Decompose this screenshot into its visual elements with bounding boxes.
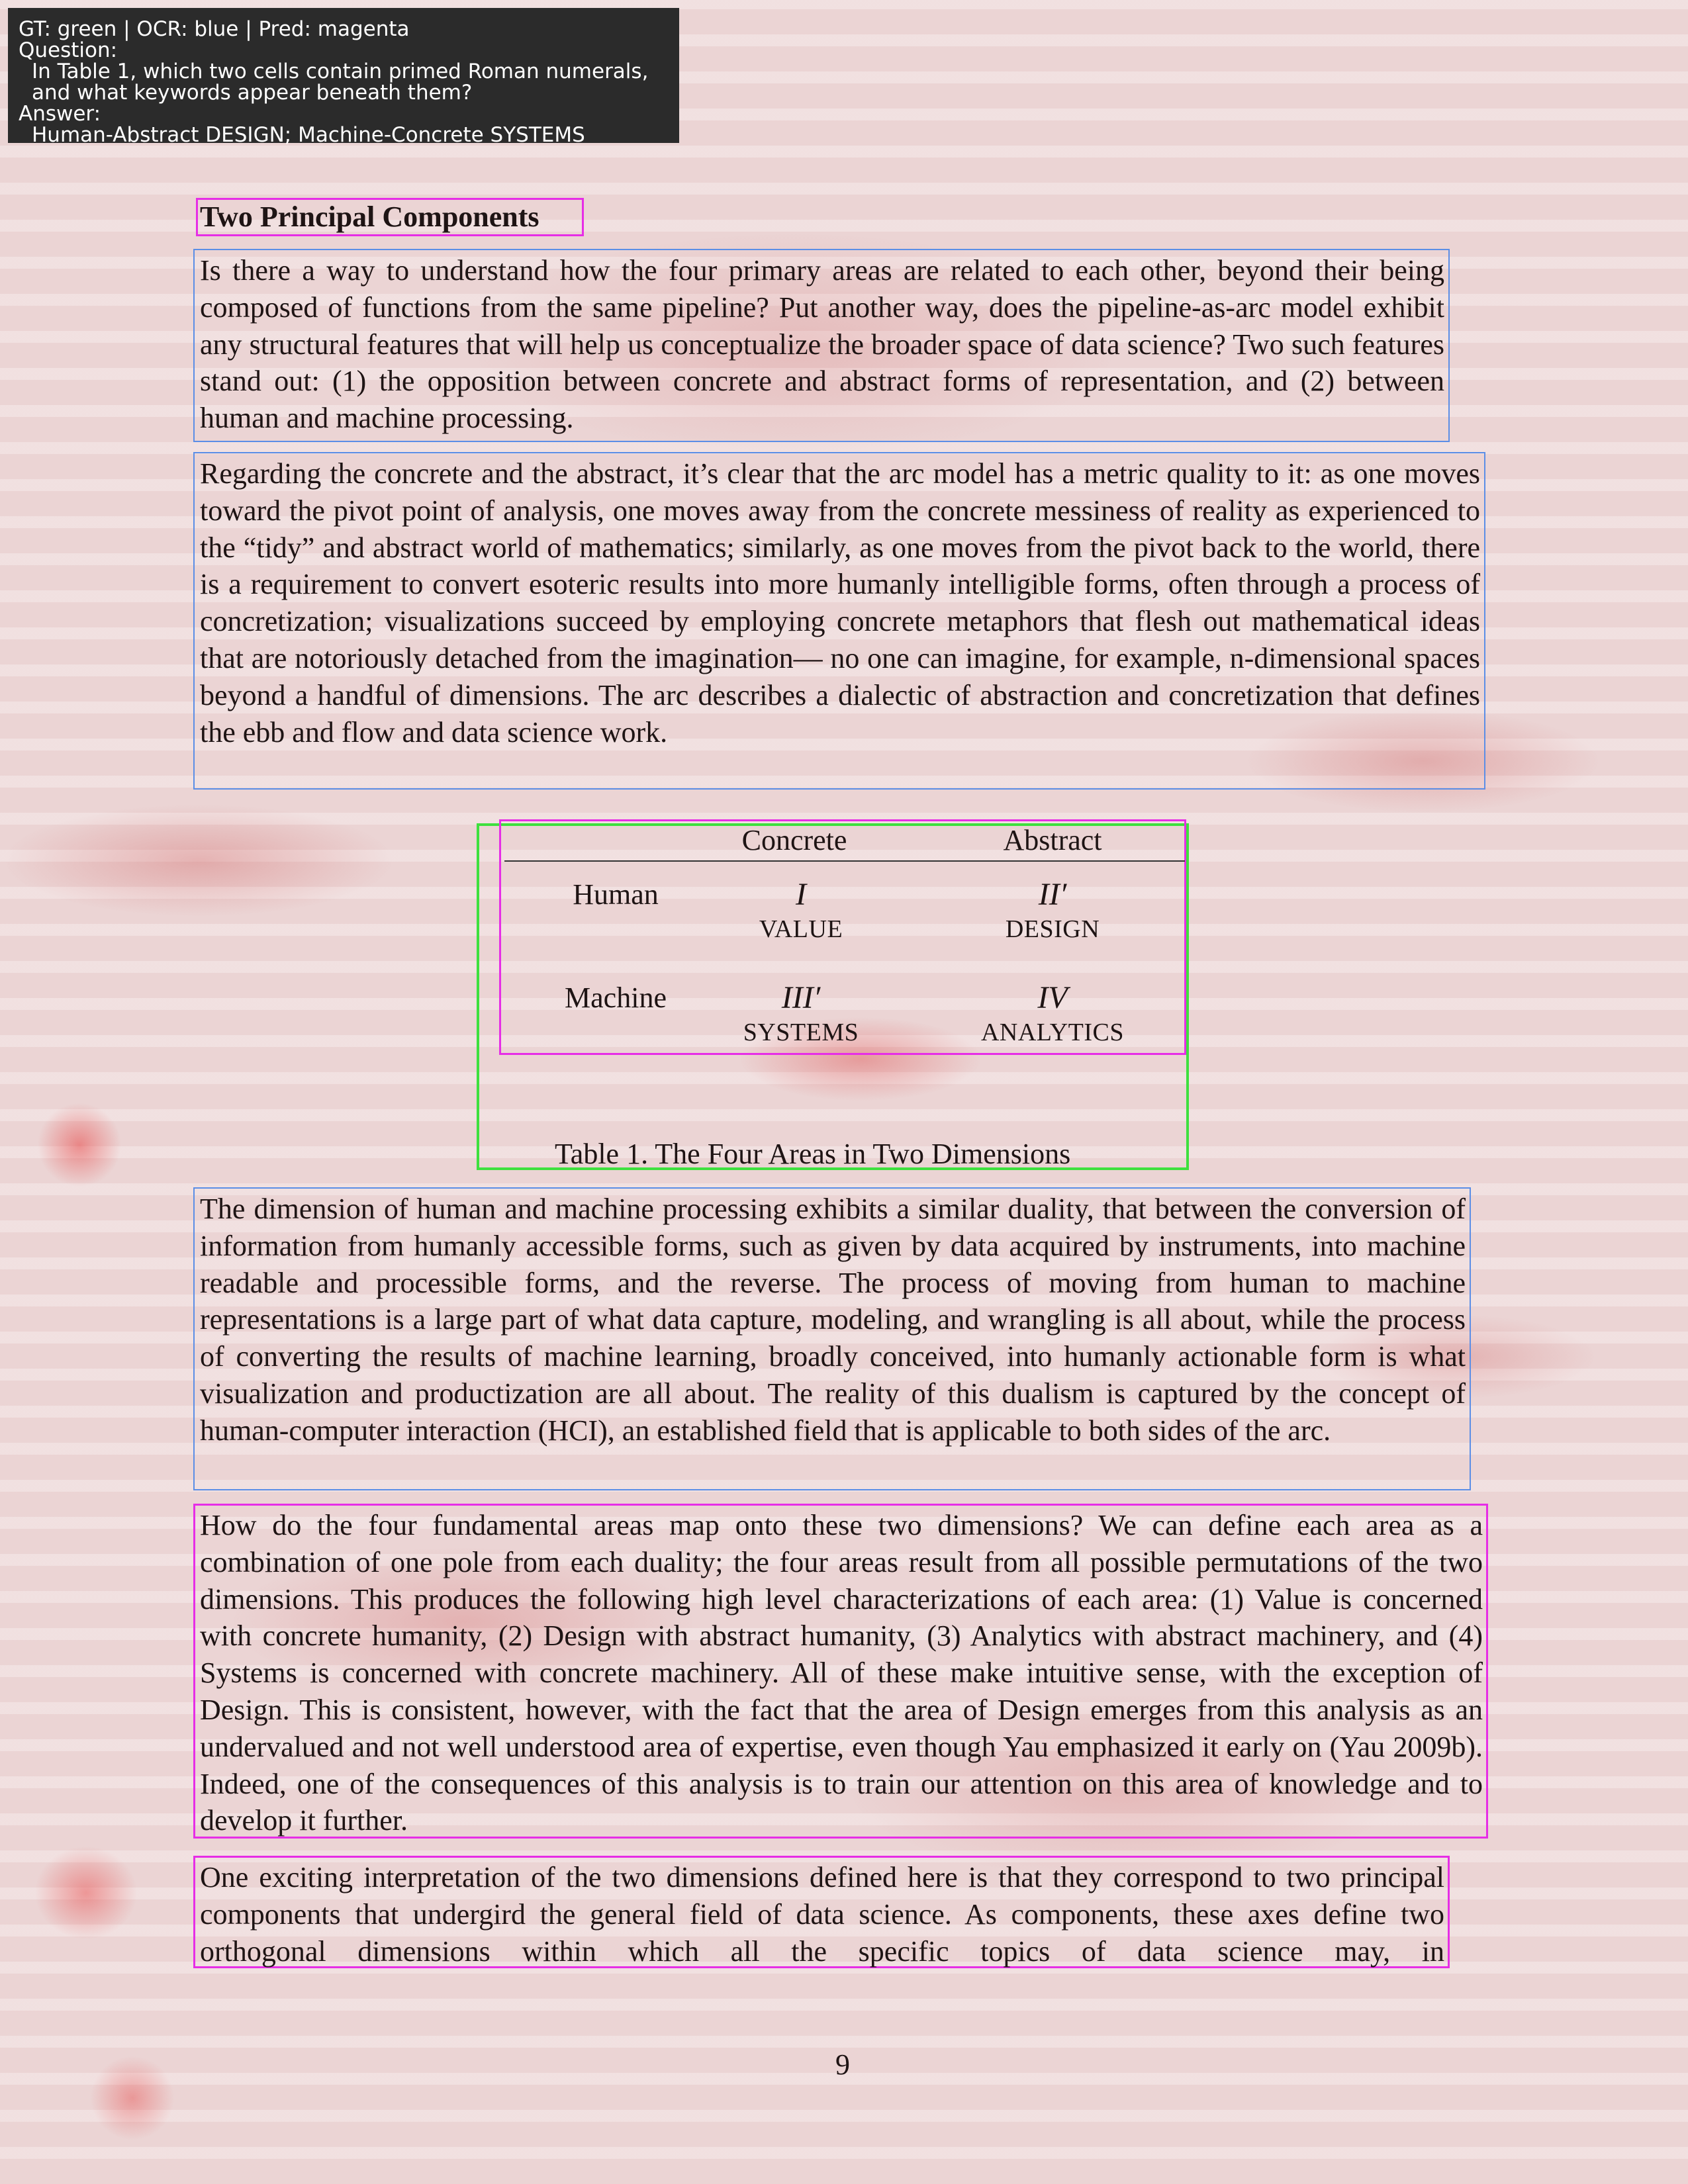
cell-human-concrete-numeral: I [796, 877, 806, 912]
cell-machine-concrete-numeral: III′ [781, 980, 821, 1015]
paragraph-2: Regarding the concrete and the abstract, it’s clear that the arc model has a metric quality to it: as one moves toward the pivot point of analysis, one moves away from the concrete messiness of reality as experienced to the “tidy” and abstract world of mathematics; similarly, as one moves from the pivot back to the world, there is a requirement to convert esoteric results into more humanly intelligible forms, often through a process of concretization; visualizations succeed by employing concrete metaphors that flesh out mathematical ideas that are notoriously detached from the imagination— no one can imagine, for example, n-dimensional spaces beyond a handful of dimensions. The arc describes a dialectic of abstraction and concretization that defines the ebb and flow and data science work. [200, 457, 1480, 749]
legend-text: GT: green | OCR: blue | Pred: magenta [19, 17, 410, 41]
cell-machine-abstract-keyword: ANALYTICS [980, 1019, 1125, 1046]
header-rule [504, 860, 1185, 862]
question-label: Question: [19, 38, 118, 62]
row-label-human: Human [573, 878, 659, 911]
paragraph-4: How do the four fundamental areas map onto these two dimensions? We can define each area as a combination of one pole from each duality; the four areas result from all possible permutations of the two dimensions. This produces the following high level characterizations of each area: (1) Value is concerned with concrete humanity, (2) Design with abstract humanity, (3) Analytics with abstract machinery, and (4) Systems is concerned with concrete machinery. All of these make intuitive sense, with the exception of Design. This is consistent, however, with the fact that the area of Design emerges from this analysis as an undervalued and not well understood area of expertise, even though Yau emphasized it early on (Yau 2009b). Indeed, one of the consequences of this analysis is to train our attention on this area of knowledge and to develop it further. [200, 1509, 1483, 1837]
answer-text: Human-Abstract DESIGN; Machine-Concrete SYSTEMS [32, 123, 585, 147]
cell-human-abstract-numeral: II′ [1038, 877, 1067, 912]
annotation-panel [8, 8, 679, 147]
question-line-1: In Table 1, which two cells contain primed Roman numerals, [32, 60, 649, 83]
section-heading: Two Principal Components [200, 201, 539, 233]
question-line-2: and what keywords appear beneath them? [32, 81, 473, 105]
cell-human-abstract-keyword: DESIGN [1005, 915, 1100, 943]
paragraph-1: Is there a way to understand how the four primary areas are related to each other, beyond their being composed of functions from the same pipeline? Put another way, does the pipeline-as-arc model exhibit any structural features that will help us conceptualize the broader space of data science? Two such features stand out: (1) the opposition between concrete and abstract forms of representation, and (2) between human and machine processing. [200, 254, 1444, 435]
col-header-concrete: Concrete [741, 824, 847, 856]
cell-machine-concrete-keyword: SYSTEMS [743, 1019, 859, 1046]
cell-machine-abstract-numeral: IV [1037, 980, 1068, 1015]
paragraph-3: The dimension of human and machine processing exhibits a similar duality, that between the conversion of information from humanly accessible forms, such as given by data acquired by instruments, into machine readable and processible forms, and the reverse. The process of moving from human to machine representations is a large part of what data capture, modeling, and wrangling is all about, while the process of converting the results of machine learning, broadly conceived, into humanly actionable form is what visualization and productization are all about. The reality of this dualism is captured by the concept of human-computer interaction (HCI), an established field that is applicable to both sides of the arc. [200, 1193, 1466, 1447]
row-label-machine: Machine [565, 981, 667, 1014]
col-header-abstract: Abstract [1003, 824, 1102, 856]
paragraph-5: One exciting interpretation of the two dimensions defined here is that they correspond to two principal components that undergird the general field of data science. As components, these axes define two orthogonal dimensions within which all the specific topics of data science may, in [200, 1861, 1444, 1968]
table-caption: Table 1. The Four Areas in Two Dimensions [555, 1138, 1071, 1170]
answer-label: Answer: [19, 102, 101, 126]
page-number: 9 [835, 2048, 850, 2081]
cell-human-concrete-keyword: VALUE [759, 915, 843, 943]
